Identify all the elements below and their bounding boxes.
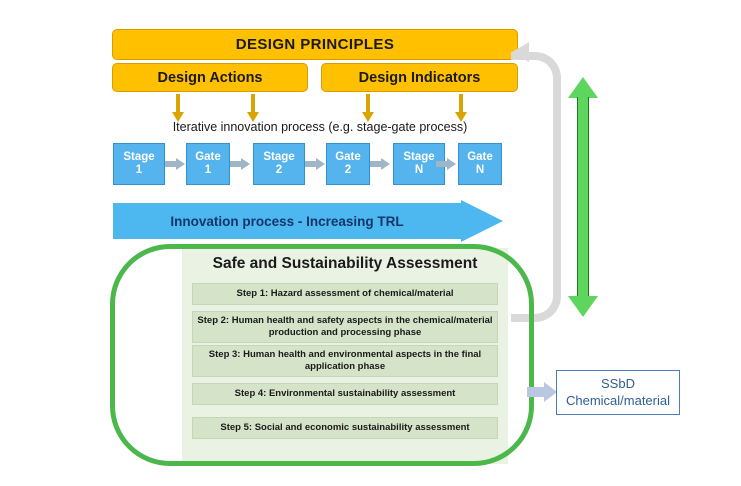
assessment-step: Step 4: Environmental sustainability assessment — [192, 383, 498, 405]
down-arrow-icon — [247, 94, 259, 122]
right-arrow-icon — [165, 158, 185, 170]
ssbd-output-line1: SSbD — [601, 376, 635, 392]
stage-gate-node — [326, 143, 370, 185]
stage-gate-label-line1: Stage — [403, 150, 435, 163]
feedback-loop-arrow-icon — [512, 42, 529, 62]
right-arrow-icon — [305, 158, 325, 170]
stage-gate-label-line2: 1 — [135, 164, 143, 176]
down-arrow-icon — [455, 94, 467, 122]
stage-gate-label-line1: Gate — [335, 150, 361, 163]
stage-gate-node — [186, 143, 230, 185]
ssbd-output-line2: Chemical/material — [565, 392, 671, 408]
stage-gate-label-line2: 2 — [275, 164, 283, 176]
design-indicators-box: Design Indicators — [321, 63, 518, 92]
assessment-step: Step 2: Human health and safety aspects in the chemical/material production and processing phase — [192, 311, 498, 343]
design-principles-box: DESIGN PRINCIPLES — [112, 29, 518, 60]
innovation-process-arrow — [113, 203, 503, 239]
right-arrow-icon — [370, 158, 390, 170]
assessment-step: Step 1: Hazard assessment of chemical/material — [192, 283, 498, 305]
stage-gate-label-line1: Stage — [263, 150, 295, 163]
down-arrow-icon — [362, 94, 374, 122]
bidirectional-arrow-icon — [568, 77, 598, 317]
design-actions-box: Design Actions — [112, 63, 308, 92]
stage-gate-label-line2: 1 — [204, 164, 212, 176]
right-arrow-icon — [230, 158, 250, 170]
arrow-head-icon — [461, 200, 503, 242]
output-arrow-icon — [527, 382, 557, 402]
stage-gate-node — [253, 143, 305, 185]
assessment-title: Safe and Sustainability Assessment — [212, 255, 478, 272]
stage-gate-node — [113, 143, 165, 185]
assessment-step: Step 3: Human health and environmental aspects in the final application phase — [192, 345, 498, 377]
ssbd-output-box — [556, 370, 680, 415]
stage-gate-label-line1: Gate — [195, 150, 221, 163]
stage-gate-label-line2: N — [414, 164, 424, 176]
stage-gate-node — [458, 143, 502, 185]
stage-gate-label-line2: N — [475, 164, 485, 176]
innovation-process-label: Innovation process - Increasing TRL — [113, 203, 461, 239]
stage-gate-label-line1: Gate — [467, 150, 493, 163]
assessment-step: Step 5: Social and economic sustainability assessment — [192, 417, 498, 439]
down-arrow-icon — [172, 94, 184, 122]
stage-gate-label-line2: 2 — [344, 164, 352, 176]
right-arrow-icon — [436, 158, 456, 170]
iterative-process-caption: Iterative innovation process (e.g. stage-gate process) — [172, 120, 468, 134]
stage-gate-label-line1: Stage — [123, 150, 155, 163]
